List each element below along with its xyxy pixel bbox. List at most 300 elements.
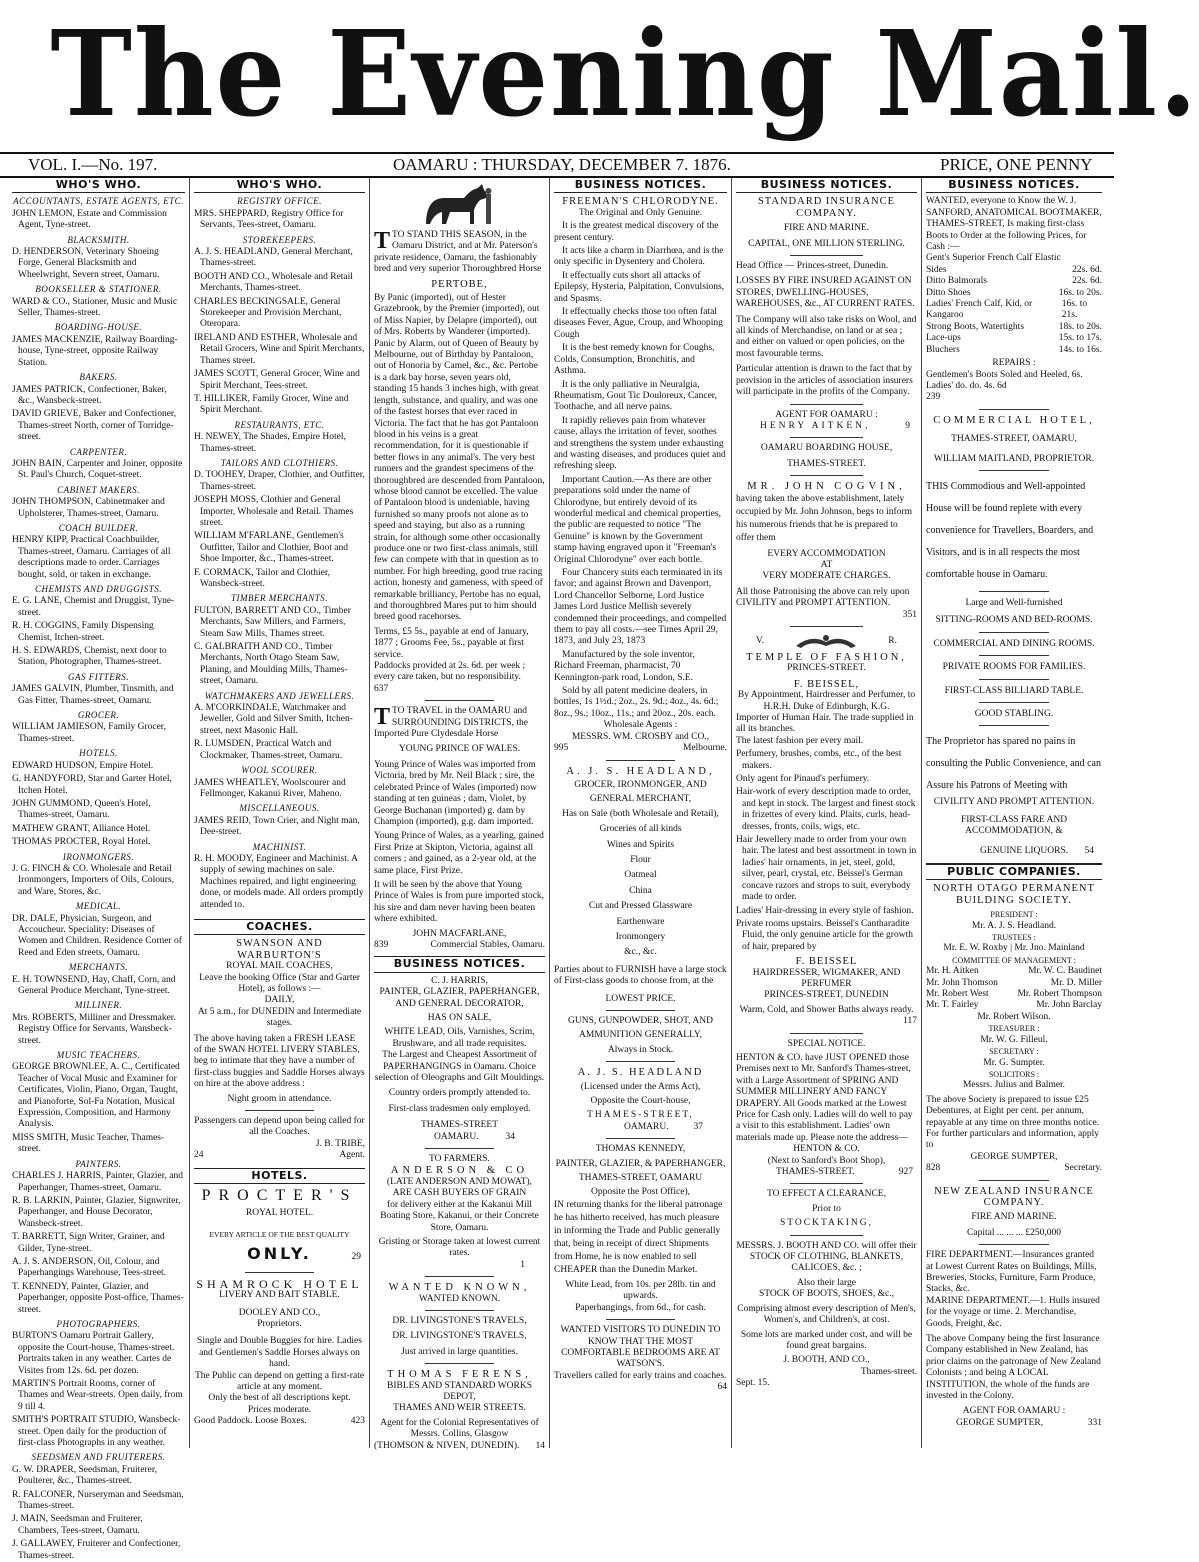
- divider: [606, 1319, 675, 1320]
- directory-entry: JAMES PATRICK, Confectioner, Baker, &c., Wansbeck-street.: [12, 384, 167, 406]
- goods-item: Oatmeal: [624, 870, 657, 881]
- divider: [425, 700, 493, 701]
- ad-number: 927: [898, 1167, 913, 1178]
- directory-entry: EDWARD HUDSON, Empire Hotel.: [12, 760, 154, 771]
- directory-entry: BURTON'S Oamaru Portrait Gallery, opposite the Court-house, Thames-street. Portraits taken in any weather. Cartes de Visites from 12s. 6d. per dozen.: [12, 1331, 175, 1376]
- ad-body: Particular attention is drawn to the fact that by provision in the articles of association insurers will participate in the profits of the Company.: [736, 364, 913, 398]
- ad-body: Paperhangings, from 6d., for cash.: [575, 1302, 706, 1313]
- ad-title: NORTH OTAGO PERMANENT BUILDING SOCIETY.: [933, 883, 1095, 906]
- ad-title: TO STAND THIS SEASON,: [392, 230, 503, 240]
- ad-paragraph: Four Chancery suits each terminated in its favor; and against Brown and Davenport, Lord Chancellor Selborne, Lord Justice James Lord Justice Mellish severely condemned their proceedings, and compelled them to pay all costs.—see Times April 29, 1873, and July 23, 1873: [554, 568, 727, 647]
- ad-body: AGENT FOR OAMARU :: [775, 409, 878, 420]
- price-row: Ladies' do. do. 4s. 6d: [926, 380, 1007, 391]
- directory-entry: R. LUMSDEN, Practical Watch and Clockmaker, Thames-street, Oamaru.: [194, 739, 343, 761]
- goods-item: Groceries of all kinds: [599, 824, 682, 835]
- ad-title: OAMARU BOARDING HOUSE,: [760, 443, 893, 454]
- on-sale: HAS ON SALE,: [427, 1013, 492, 1023]
- directory-entry: T. KENNEDY, Painter, Glazier, and Paperhanger, opposite Post-office, Thames-street.: [12, 1281, 184, 1315]
- directory-entry: A. J. S. HEADLAND, General Merchant, Thames-street.: [194, 247, 353, 269]
- ad-body: The Company will also take risks on Wool, and all kinds of Merchandise, on land or at sea ; and either on valued or open policies, on the most favourable terms.: [736, 314, 917, 359]
- divider: [425, 1148, 493, 1149]
- ad-title: WANTED KNOWN,: [388, 1282, 531, 1294]
- chlorodyne-ad: [554, 196, 727, 754]
- royal-hotel: ROYAL HOTEL.: [245, 1207, 314, 1218]
- ad-number: 423: [350, 1416, 365, 1427]
- proprietors: Proprietors.: [257, 1318, 302, 1329]
- committee-member: Mr. H. Aitken: [926, 966, 979, 977]
- ad-body: EVERY ACCOMMODATION: [767, 548, 886, 559]
- sanford-ad: [926, 196, 1102, 403]
- directory-subheading: TIMBER MERCHANTS.: [231, 593, 328, 604]
- public-text: The Public can depend on getting a first-rate article at any moment.: [194, 1370, 365, 1392]
- directory-subheading: IRONMONGERS.: [62, 851, 135, 862]
- role-label: Secretary.: [1064, 1163, 1102, 1174]
- boarding-house-ad: [736, 443, 917, 621]
- every-article: EVERY ARTICLE OF THE BEST QUALITY: [209, 1229, 350, 1239]
- section-heading: BUSINESS NOTICES.: [736, 178, 917, 193]
- ad-body: Also their large: [797, 1277, 856, 1288]
- directory-entry: JOSEPH MOSS, Clothier and General Importer, Wholesale and Retail. Thames street.: [194, 495, 354, 528]
- directory-subheading: ACCOUNTANTS, ESTATE AGENTS, ETC.: [13, 196, 184, 207]
- ad-title: TEMPLE OF FASHION,: [746, 651, 907, 663]
- committee-row: [926, 1000, 1102, 1011]
- directory-entry: G. W. DRAPER, Seedsman, Fruiterer, Poulterer, &c., Thames-street.: [12, 1464, 158, 1487]
- ad-paddocks: Paddocks provided at 2s. 6d. per week ; every care taken, but no responsibility.: [374, 661, 526, 683]
- ad-body: MESSRS. WM. CROSBY and CO.,: [571, 731, 710, 742]
- ad-subtitle: FIRE AND MARINE.: [783, 223, 870, 234]
- ad-firm: HENTON & CO.: [793, 1144, 860, 1155]
- ad-body: ARE CASH BUYERS OF GRAIN: [392, 1188, 527, 1199]
- ad-body: for delivery either at the Kakanui Mill Boating Store, Kakanui, or their Concrete Store, Oamaru.: [380, 1199, 539, 1233]
- ad-title: STANDARD INSURANCE COMPANY.: [757, 196, 896, 219]
- directory-subheading: COACH BUILDER.: [58, 522, 139, 533]
- directory-entry: C. GALBRAITH AND CO., Timber Merchants, North Otago Steam Saw, Planing, and Moulding Mills, Thames-street, Oamaru.: [194, 642, 348, 687]
- ad-body: (THOMSON & NIVEN, DUNEDIN).: [374, 1440, 520, 1451]
- ad-body: AGENT FOR OAMARU :: [962, 1406, 1066, 1417]
- directory-subheading: MACHINIST.: [252, 841, 307, 852]
- ad-signature: JOHN MACFARLANE,: [412, 928, 507, 939]
- ad-body: All those Patronising the above can rely upon CIVILITY and PROMPT ATTENTION.: [736, 586, 910, 609]
- ad-paragraph: Ladies' Hair-dressing in every style of fashion.: [736, 905, 914, 916]
- kennedy-ad: [554, 1144, 727, 1314]
- ad-address: Thames-street.: [860, 1366, 917, 1377]
- divider: [245, 1110, 313, 1111]
- ad-date: Sept. 15.: [736, 1378, 770, 1389]
- ad-title: SPECIAL NOTICE.: [787, 1038, 866, 1049]
- directory-entry: J. MAIN, Seedsman and Fruiterer, Chambers, Tees-street, Oamaru.: [12, 1514, 143, 1536]
- price-value: 22s. 6d.: [1072, 276, 1102, 287]
- column-business-3: [922, 178, 1106, 1448]
- directory-list: [194, 196, 365, 911]
- directory-subheading: BOARDING-HOUSE.: [54, 322, 143, 333]
- ad-paragraph: It effectually checks those too often fatal diseases Fever, Ague, Croup, and Whooping Cough: [554, 307, 723, 340]
- divider: [425, 1363, 493, 1364]
- directory-entry: G. HANDYFORD, Star and Garter Hotel, Itchen Hotel.: [12, 774, 172, 796]
- role-name: Messrs. Julius and Balmer.: [962, 1080, 1066, 1091]
- ad-body: Young Prince of Wales, as a yearling, gained First Prize at Skipton, Victoria, against all comers ; and gained, as a 2-year old, at the same place, First Prize.: [374, 831, 544, 876]
- directory-entry: WILLIAM M'FARLANE, Gentlemen's Outfitter, Tailor and Clothier, Boot and Shoe Importer, &c., Thames-street.: [194, 531, 348, 565]
- section-heading: WHO'S WHO.: [12, 178, 185, 193]
- ad-body: FIRST-CLASS BILLIARD TABLE.: [944, 685, 1084, 696]
- ad-title: COMMERCIAL HOTEL,: [933, 414, 1095, 426]
- role-label: SECRETARY :: [989, 1047, 1039, 1057]
- divider: [979, 1180, 1049, 1181]
- ad-body: The Proprietor has spared no pains in consulting the Public Convenience, and can Assure his Patrons of Meeting with: [926, 736, 1101, 792]
- ad-address: THAMES AND WEIR STREETS.: [393, 1403, 526, 1414]
- ad-address: THAMES-STREET, OAMARU: [578, 1173, 703, 1184]
- committee-row: [926, 966, 1102, 977]
- ad-body: WHITE LEAD, Oils, Varnishes, Scrim, Brushware, and all trade requisites.: [384, 1027, 535, 1049]
- ad-address: THAMES-STREET: [420, 1120, 499, 1131]
- ad-title: NEW ZEALAND INSURANCE COMPANY.: [934, 1185, 1094, 1208]
- role-name: Mr. E. W. Roxby | Mr. Jno. Mainland: [943, 943, 1085, 954]
- divider: [979, 655, 1049, 656]
- price: PRICE, ONE PENNY: [940, 155, 1093, 174]
- issue-date: OAMARU : THURSDAY, DECEMBER 7. 1876.: [393, 155, 731, 174]
- divider: [979, 725, 1049, 726]
- commercial-hotel-ad: [926, 415, 1102, 857]
- goods-list: [554, 824, 727, 959]
- directory-entry: D. HENDERSON, Veterinary Shoeing Forge, General Blacksmith and Wheelwright, Severn street, Oamaru.: [12, 247, 160, 280]
- anderson-ad: [374, 1154, 545, 1271]
- ad-body: MESSRS. J. BOOTH AND CO. will offer their STOCK OF CLOTHING, BLANKETS, CALICOES, &c. ;: [736, 1240, 917, 1274]
- coaches-signed: J. B. TRIBE,: [315, 1138, 365, 1149]
- directory-entry: JAMES MACKENZIE, Railway Boarding-house, Tyne-street, opposite Railway Station.: [12, 334, 178, 368]
- only-label: ONLY.: [247, 1244, 312, 1264]
- divider: [790, 255, 862, 256]
- ad-town: OAMARU.: [624, 1121, 669, 1132]
- price-item: Sides: [926, 264, 947, 275]
- ad-address: THAMES-STREET.: [787, 458, 866, 469]
- column-business-2: [732, 178, 922, 1448]
- directory-entry: CHARLES BECKINGSALE, General Storekeeper and Provision Merchant, Oteropara.: [194, 296, 342, 330]
- section-heading: BUSINESS NOTICES.: [374, 956, 545, 972]
- ad-town: OAMARU.: [434, 1131, 479, 1142]
- ad-title: TO FARMERS.: [429, 1154, 490, 1165]
- coaches-heading: COACHES.: [194, 919, 365, 935]
- livery-stable: LIVERY AND BAIT STABLE.: [219, 1290, 340, 1301]
- directory-entry: JAMES SCOTT, General Grocer, Wine and Spirit Merchant, Tees-street.: [194, 369, 360, 391]
- directory-entry: MATHEW GRANT, Alliance Hotel.: [12, 823, 151, 834]
- ad-body: GENUINE LIQUORS.: [980, 845, 1069, 856]
- directory-subheading: CABINET MAKERS.: [57, 484, 140, 495]
- directory-entry: JOHN GUMMOND, Queen's Hotel, Thames-street, Oamaru.: [12, 798, 151, 821]
- directory-entry: A. M'CORKINDALE, Watchmaker and Jeweller, Gold and Silver Smith, Itchen-street, next Masonic Hall.: [194, 703, 353, 736]
- directory-entry: J. G. FINCH & CO. Wholesale and Retail Ironmongers, Importers of Oils, Colours, and Ware, Stores, &c.: [12, 863, 174, 897]
- procters-title: PROCTER'S: [201, 1187, 358, 1205]
- directory-entry: MRS. SHEPPARD, Registry Office for Servants, Tees-street, Oamaru.: [194, 208, 344, 231]
- ad-paragraph: Important Caution.—As there are other preparations sold under the name of Chlorodyne, but entirely devoid of its wonderful medical and chemical properties, the public are requested to notice "The Genuine" is known by the Government stamp having engraved upon it "Freeman's Original Chlorodyne" over each bottle.: [554, 474, 721, 565]
- ad-address: PRINCES-STREET.: [787, 663, 866, 674]
- masthead: [0, 0, 1199, 150]
- directory-entry: JAMES REID, Town Crier, and Night man, Dee-street.: [194, 815, 360, 838]
- directory-list: [12, 196, 185, 1562]
- ad-body: CAPITAL, ONE MILLION STERLING.: [748, 238, 905, 249]
- ad-body: LOWEST PRICE.: [605, 993, 676, 1004]
- prices-text: Prices moderate.: [247, 1404, 312, 1415]
- committee-member: Mr. W. C. Baudinet: [1028, 966, 1102, 977]
- ad-body: Always in Stock.: [607, 1044, 674, 1055]
- column-business-1: [550, 178, 732, 1448]
- directory-subheading: BOOKSELLER & STATIONER.: [35, 284, 162, 295]
- ad-body: The above Company being the first Insurance Company established in New Zealand, has prior claims on the patronage of New Zealand Colonists ; and being A LOCAL INSTITUTION, the whole of the funds are invested in the Colony.: [926, 1334, 1101, 1402]
- headland-ad: [554, 766, 727, 1134]
- ad-subtitle: FIRE AND MARINE.: [971, 1212, 1057, 1223]
- divider: [425, 1310, 493, 1311]
- ad-number: 29: [351, 1252, 361, 1263]
- ad-firm: WILLIAM MAITLAND, PROPRIETOR.: [933, 453, 1095, 464]
- ad-body: MARINE DEPARTMENT.—1. Hulls insured for the voyage or time. 2. Merchandise, Goods, Freight, &c.: [926, 1295, 1100, 1329]
- ad-body: STOCK OF BOOTS, SHOES, &c.,: [759, 1289, 894, 1300]
- ad-body: Travellers called for early trains and coaches.: [554, 1370, 727, 1381]
- ad-paragraph: It is the greatest medical discovery of the present century.: [554, 221, 719, 243]
- directory-entry: WILLIAM JAMIESON, Family Grocer, Thames-street.: [12, 722, 166, 744]
- ad-firm: GEORGE SUMPTER,: [970, 1151, 1058, 1162]
- ad-body: PRIVATE ROOMS FOR FAMILIES.: [942, 662, 1086, 673]
- role-label: TREASURER :: [988, 1024, 1040, 1034]
- watsons-ad: [554, 1325, 727, 1393]
- ad-body: White Lead, from 10s. per 28lb. tin and upwards.: [565, 1279, 716, 1302]
- divider: [790, 1235, 862, 1236]
- ad-number: 14: [535, 1440, 545, 1451]
- role-label: SOLICITORS :: [988, 1069, 1040, 1079]
- dateline-bar: [0, 152, 1114, 178]
- ad-body: (Licensed under the Arms Act),: [580, 1081, 701, 1092]
- coaches-body: Leave the booking Office (Star and Garter Hotel), as follows :—: [199, 972, 360, 994]
- ad-number: 331: [1087, 1417, 1102, 1428]
- ad-number: 239: [926, 392, 941, 403]
- ad-firm: F. BEISSEL,: [793, 678, 860, 690]
- role-label: TRUSTEES :: [992, 933, 1036, 943]
- committee-member: Mr. Robert Thompson: [1017, 989, 1102, 1000]
- directory-subheading: MEDICAL.: [75, 901, 122, 912]
- ad-town: Melbourne.: [682, 743, 727, 754]
- price-row: [926, 265, 1102, 276]
- ad-body: LOSSES BY FIRE INSURED AGAINST ON STORES, DWELLING-HOUSES, WAREHOUSES, &c., AT CURRENT RATES.: [736, 276, 915, 310]
- ad-number: 64: [717, 1382, 727, 1393]
- ad-firm: A. J. S. HEADLAND: [577, 1067, 704, 1079]
- divider: [979, 409, 1049, 410]
- newspaper-title: The Evening Mail.: [50, 4, 1199, 143]
- ad-number: 9: [905, 420, 913, 431]
- ad-body: FIRE DEPARTMENT.—Insurances granted at Lowest Current Rates on Buildings, Mills, Breweries, Stocks, Furniture, Farm Produce, Stacks, &c.: [926, 1250, 1097, 1295]
- ad-terms: Terms, £5 5s., payable at end of January, 1877 ; Grooms Fee, 5s., payable at first service.: [374, 626, 529, 660]
- directory-subheading: MUSIC TEACHERS.: [56, 1050, 141, 1061]
- directory-subheading: BAKERS.: [79, 372, 118, 383]
- ad-title: WANTED, everyone to Know the W. J. SANFORD, ANATOMICAL BOOTMAKER, THAMES-STREET, Is making first-class Boots to Order at the following Prices, for Cash :—: [926, 196, 1102, 253]
- price-item: Lace-ups: [926, 333, 961, 344]
- column-whos-who-2: [190, 178, 370, 1448]
- columns: [0, 178, 1114, 1561]
- buggies-text: Single and Double Buggies for hire. Ladies and Gentlemen's Saddle Horses always on hand.: [197, 1336, 362, 1370]
- committee-member: Mr. John Thomson: [926, 977, 998, 988]
- directory-entry: H. S. EDWARDS, Chemist, next door to Station, Photographer, Thames-street.: [12, 646, 167, 668]
- onlybest-text: Only the best of all descriptions kept.: [208, 1393, 351, 1404]
- directory-subheading: MERCHANTS.: [68, 962, 129, 973]
- temple-of-fashion-ad: [736, 632, 917, 1028]
- directory-subheading: MILLINER.: [74, 1000, 123, 1011]
- ad-body: DR. LIVINGSTONE'S TRAVELS,: [392, 1331, 527, 1342]
- directory-entry: SMITH'S PORTRAIT STUDIO, Wansbeck-street. Open daily for the production of first-class Photographs in any weather.: [12, 1415, 181, 1449]
- directory-entry: HENRY KIPP, Practical Coachbuilder, Thames-street, Oamaru. Carriages of all descriptions made to order. Carriages bought, sold, or taken in exchange.: [12, 535, 171, 580]
- directory-entry: GEORGE BROWNLEE, A. C., Certificated Teacher of Vocal Music and Examiner for Certificates, Violin, Piano, Organ, Taught, and Pianoforte, Sol-Fa Notation, Musical Expression, Composition, and Harmony Analysis.: [12, 1062, 180, 1130]
- directory-subheading: CARPENTER.: [69, 446, 128, 457]
- divider: [606, 1138, 675, 1139]
- ad-number: 117: [903, 1016, 917, 1027]
- directory-subheading: REGISTRY OFFICE.: [237, 196, 322, 207]
- price-row: [926, 288, 1102, 299]
- price-item: Bluchers: [926, 344, 960, 355]
- ad-body: (Next to Sanford's Boot Shop),: [767, 1155, 886, 1166]
- standard-insurance-ad: [736, 196, 917, 432]
- price-row: [926, 345, 1102, 356]
- directory-entry: E. G. LANE, Chemist and Druggist, Tyne-street.: [12, 596, 175, 618]
- ad-paragraph: Perfumery, brushes, combs, etc., of the best makers.: [736, 749, 902, 771]
- good-paddock: Good Paddock. Loose Boxes.: [194, 1416, 307, 1427]
- volume-number: VOL. I.—No. 197.: [28, 155, 158, 174]
- price-row: Gentlemen's Boots Soled and Heeled, 6s.: [926, 369, 1083, 380]
- dooley: DOOLEY AND CO.,: [238, 1307, 321, 1318]
- ad-firm: J. BOOTH, AND CO.,: [783, 1355, 870, 1366]
- ad-paragraphs: [736, 736, 917, 953]
- royal-cipher-v: V.: [756, 636, 765, 647]
- horse-name: YOUNG PRINCE OF WALES.: [398, 744, 521, 755]
- goods-item: &c., &c.: [624, 947, 657, 958]
- ad-body: CIVILITY AND PROMPT ATTENTION.: [933, 797, 1095, 808]
- ad-paragraph: Hair-work of every description made to order, and kept in stock. The largest and finest stock in frizettes of every kind. Plaits, curls, head-dresses, fronts, coils, wigs, etc.: [736, 787, 916, 832]
- ad-address: THAMES-STREET.: [776, 1167, 855, 1178]
- ad-body: By Panic (imported), out of Hester Grazebrook, by the Premier (imported), out of Miss Napier, by Delapre (imported), out of Mrs. Roberts by Wanderer (imported). Panic by Alarm, out of Queen of Beauty by Melbourne, out of Birthday by Pantaloon, out of Honoria by Camel, &c., &c. Pertobe is a dark bay horse, seven years old, standing 15 hands 3 inches high, with great length, substance, and quality, and was one of the fastest horses that ever raced in Victoria. The fact that he has got Pantaloon blood in his veins is a great recommendation, for it is questionable if better flows in any animal's. The very best runners and the grandest specimens of the thoroughbred are descended from Pantaloon, whose blood cannot be excelled. The value of Pantaloon blood is undeniable, having furnished so many proofs not alone as to speed and staying, but also as a running strain, for although some other occasionally produce one or two first-class animals, still few can compete with that in question as to number. For high breeding, good true racing action, honesty and gameness, with speed of remarkable brilliancy, Pertobe has no equal, and thoroughbred Mares put to him should breed good racehorses.: [374, 293, 545, 623]
- section-heading: BUSINESS NOTICES.: [926, 178, 1102, 193]
- directory-entry: R. B. LARKIN, Painter, Glazier, Signwriter, Paperhanger, and House Decorator, Wansbeck-street.: [12, 1195, 181, 1229]
- section-heading: BUSINESS NOTICES.: [554, 178, 727, 193]
- agent-name: HENRY AITKEN,: [760, 420, 871, 431]
- ad-paragraphs: [554, 221, 727, 720]
- role-name: Mr. G. Sumpter.: [983, 1057, 1045, 1068]
- directory-entry: JOHN THOMPSON, Cabinetmaker and Upholsterer, Thames-street, Oamaru.: [12, 497, 165, 519]
- directory-entry: D. TOOHEY, Draper, Clothier, and Outfitter, Thames-street.: [194, 470, 365, 492]
- price-value: 14s. to 16s.: [1058, 344, 1102, 355]
- divider: [606, 760, 675, 761]
- ad-trade: GENERAL MERCHANT,: [589, 794, 692, 805]
- ad-address: THAMES-STREET,: [587, 1110, 694, 1121]
- divider: [979, 470, 1049, 471]
- divider: [979, 702, 1049, 703]
- directory-entry: J. GALLAWEY, Fruiterer and Confectioner, Thames-street.: [12, 1539, 181, 1561]
- price-row: [926, 299, 1102, 322]
- ad-body: HENTON & CO. have JUST OPENED those Premises next to Mr. Sanford's Thames-street, with a Large Assortment of SPRING AND SUMMER MILLINERY AND FANCY DRAPERY. All Goods marked at the Lowest Price for Cash only. Ladies will do well to pay a visit to this establishment. Ladies' own materials made up. Please note the address—: [736, 1052, 913, 1143]
- harris-ad: [374, 976, 545, 1143]
- ad-body: FIRST-CLASS FARE AND ACCOMMODATION, &: [960, 814, 1068, 837]
- ad-body: It will be seen by the above that Young Prince of Wales is from pure imported stock, his sire and dam never having been beaten where exhibited.: [374, 879, 545, 925]
- ad-number: 34: [505, 1131, 515, 1142]
- ad-body: First-class tradesmen only employed.: [388, 1103, 531, 1114]
- ad-title: C. J. HARRIS,: [431, 975, 488, 986]
- ad-title: A. J. S. HEADLAND,: [566, 765, 715, 777]
- coaches-daily: DAILY,: [264, 995, 295, 1006]
- ad-body: AT: [820, 559, 833, 570]
- directory-subheading: CHEMISTS AND DRUGGISTS.: [34, 584, 163, 594]
- directory-entry: A. J. S. ANDERSON, Oil, Colour, and Paperhangings Warehouse, Tees-street.: [12, 1256, 167, 1279]
- ad-body: Agent for the Colonial Representatives of Messrs. Collins, Glasgow: [380, 1417, 539, 1440]
- ad-title: WANTED KNOWN.: [418, 1293, 501, 1304]
- price-item: Ditto Shoes: [926, 287, 971, 298]
- ad-paragraph: It is the best remedy known for Coughs, Colds, Consumption, Bronchitis, and Asthma.: [554, 343, 715, 377]
- ad-paragraph: It rapidly relieves pain from whatever cause, allays the irritation of fever, soothes and strengthens the system under exhausting and wasting diseases, and produces quiet and refreshing sleep.: [554, 415, 726, 472]
- directory-subheading: WATCHMAKERS AND JEWELLERS.: [204, 690, 355, 701]
- ad-paragraph: It acts like a charm in Diarrhœa, and is the only specific in Dysentery and Cholera.: [554, 246, 724, 268]
- divider: [606, 1010, 675, 1011]
- ad-title: THOMAS KENNEDY,: [595, 1144, 686, 1155]
- directory-entry: DAVID GRIEVE, Baker and Confectioner, Thames-street North, corner of Torridge-street.: [12, 409, 177, 443]
- directory-entry: E. H. TOWNSEND, Hay, Chaff, Corn, and General Produce Merchant, Tyne-street.: [12, 974, 176, 996]
- price-row: [926, 276, 1102, 287]
- directory-entry: CHARLES J. HARRIS, Painter, Glazier, and Paperhanger, Thames-street, Oamaru.: [12, 1171, 184, 1193]
- price-item: Ladies' French Calf, Kid, or Kangaroo: [926, 299, 1033, 321]
- henton-ad: [736, 1039, 917, 1179]
- divider: [979, 632, 1049, 633]
- ad-body: Parties about to FURNISH have a large stock of First-class goods to choose from, at the: [554, 964, 727, 987]
- committee-member: Mr. Robert West: [926, 989, 989, 1000]
- repairs-label: REPAIRS :: [992, 358, 1036, 369]
- directory-subheading: TAILORS AND CLOTHIERS.: [220, 457, 339, 468]
- ad-firm-former: (LATE ANDERSON AND MOWAT),: [386, 1176, 533, 1187]
- ad-body: Importer of Human Hair. The trade supplied in all its branches.: [736, 713, 914, 735]
- ad-paragraph: It effectually cuts short all attacks of Epilepsy, Hysteria, Palpitation, Convulsions, and Spasms.: [554, 270, 725, 304]
- directory-entry: T. BARRETT, Sign Writer, Grainer, and Gilder, Tyne-street.: [12, 1232, 165, 1254]
- price-value: 22s. 6d.: [1072, 264, 1102, 275]
- divider: [606, 1061, 675, 1062]
- directory-subheading: PAINTERS.: [75, 1158, 122, 1169]
- goods-item: Flour: [630, 854, 651, 865]
- directory-entry: T. HILLIKER, Family Grocer, Wine and Spirit Merchant.: [194, 393, 349, 416]
- directory-subheading: STOREKEEPERS.: [242, 234, 317, 245]
- section-heading: WHO'S WHO.: [194, 178, 365, 193]
- directory-entry: THOMAS PROCTER, Royal Hotel.: [12, 837, 151, 848]
- ad-paragraph: Sold by all patent medicine dealers, in bottles, 1s 1½d.; 2oz., 2s. 9d.; 4oz., 4s. 6d.; 8oz., 9s.; 10oz., 11s.; and 20oz., 20s. each.: [554, 686, 719, 719]
- price-value: 18s. to 20s.: [1058, 321, 1102, 332]
- prince-of-wales-ad: TTO TRAVEL in the OAMARU and SURROUNDING DISTRICTS, the Imported Pure Clydesdale Horse YOUNG PRINCE OF WALES. Young Prince of Wales was imported from Victoria, bred by Mr. Neil Black ; sire, the celebrated Prince of Wales (imported) now standing at ten guineas ; dam, Violet, by George Buchanan (imported) g. dam by Champion (imported), g.g. dam imported. Young Prince of Wales, as a yearling, gained First Prize at Skipton, Victoria, against all comers ; and gained, as a 2-year old, at the same place, First Prize. It will be seen by the above that Young Prince of Wales is from pure imported stock, his sire and dam never having been beaten where exhibited. JOHN MACFARLANE, 839 Commercial Stables, Oamaru.: [374, 704, 545, 950]
- price-list-header: Gent's Superior French Calf Elastic: [926, 253, 1061, 264]
- ad-body: having taken the above establishment, lately occupied by Mr. John Johnson, begs to inform his numerous friends that he is prepared to offer them: [736, 493, 913, 543]
- price-item: Ditto Balmorals: [926, 276, 987, 287]
- divider: [979, 591, 1049, 592]
- ad-body: STOCKTAKING,: [780, 1218, 873, 1229]
- coaches-title: SWANSON AND WARBURTON'S: [236, 938, 323, 961]
- ad-body: VERY MODERATE CHARGES.: [762, 571, 891, 582]
- divider: [790, 475, 862, 476]
- directory-subheading: WOOL SCOURER.: [241, 765, 318, 776]
- ad-paragraph: Only agent for Pinaud's perfumery.: [736, 774, 870, 785]
- ad-trade: GROCER, IRONMONGER, AND: [574, 779, 707, 790]
- ad-body: COMMERCIAL AND DINING ROOMS.: [933, 638, 1095, 649]
- directory-subheading: MISCELLANEOUS.: [239, 803, 320, 814]
- directory-subheading: BLACKSMITH.: [67, 234, 130, 245]
- ad-paragraph: Manufactured by the sole inventor, Richard Freeman, pharmacist, 70 Kennington-park road, London, S.E.: [554, 649, 695, 683]
- goods-item: Cut and Pressed Glassware: [588, 901, 693, 912]
- ad-number: 828: [926, 1163, 941, 1174]
- horse-name: PERTOBE,: [431, 278, 488, 290]
- ad-firm: THOMAS FERENS,: [387, 1369, 532, 1381]
- ad-body: DR. LIVINGSTONE'S TRAVELS,: [392, 1315, 527, 1326]
- royal-crest-icon: [791, 632, 861, 652]
- directory-entry: DR. DALE, Physician, Surgeon, and Accoucheur. Speciality: Diseases of Women and Children. Residence Corner of Reed and Eden streets, Oamaru.: [12, 913, 182, 958]
- ad-address: PRINCES-STREET, DUNEDIN: [764, 990, 889, 1001]
- ad-body: BIBLES AND STANDARD WORKS DEPOT,: [386, 1380, 532, 1402]
- divider: [245, 1272, 313, 1273]
- goods-item: Wines and Spirits: [606, 839, 675, 850]
- ad-title: WANTED VISITORS TO DUNEDIN TO KNOW THAT THE MOST COMFORTABLE BEDROOMS ARE AT WATSON'S.: [560, 1325, 721, 1370]
